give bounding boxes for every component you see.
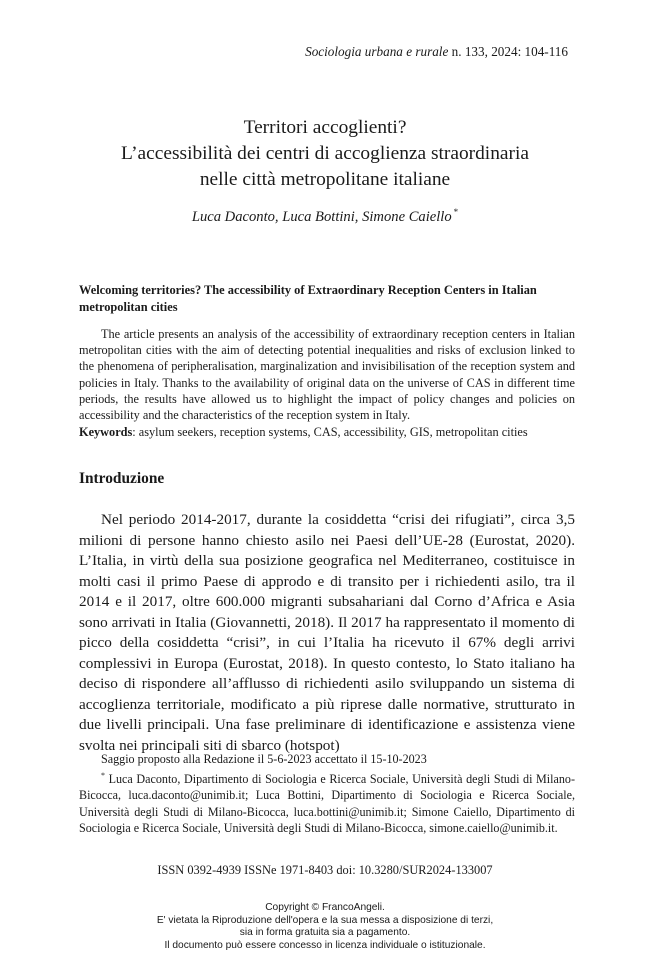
footnotes — [79, 751, 575, 837]
author-footnote-mark: * — [453, 207, 459, 217]
journal-name: Sociologia urbana e rurale — [305, 44, 449, 59]
copyright-line: Il documento può essere concesso in licenza individuale o istituzionale. — [164, 939, 486, 951]
copyright-line: sia in forma gratuita sia a pagamento. — [239, 927, 411, 939]
affiliation-text: Luca Daconto, Dipartimento di Sociologia e Ricerca Sociale, Università degli Studi di Milano-Bicocca, luca.daconto@unimib.it; Luca Bottini, Dipartimento di Sociologia e Ricerca Sociale, Università degli Studi di Milano-Bicocca, luca.bottini@unimib.it; Simone Caiello, Dipartimento di Sociologia e Ricerca Sociale, Università degli Studi di Milano-Bicocca, simone.caiello@unimib.it. — [79, 771, 575, 835]
journal-citation — [305, 44, 568, 60]
author-affiliations — [79, 768, 575, 837]
body-paragraph: Nel periodo 2014-2017, durante la cosiddetta “crisi dei rifugiati”, circa 3,5 milioni di persone hanno chiesto asilo nei Paesi dell’UE-28 (Eurostat, 2020). L’Italia, in virtù della sua posizione geografica nel Mediterraneo, costituisce in molti casi il primo Paese di approdo e di transito per i richiedenti asilo, tra il 2014 e il 2017, oltre 600.000 migranti subsahariani dal Corno d’Africa e Asia sono arrivati in Italia (Giovannetti, 2018). Il 2017 ha rappresentato il momento di picco della cosiddetta “crisi”, in cui l’Italia ha ricevuto il 67% degli arrivi complessivi in Europa (Eurostat, 2018). In questo contesto, lo Stato italiano ha deciso di rispondere all’afflusso di richiedenti asilo sviluppando un sistema di accoglienza territoriale, modificato a più riprese dalle normative, strutturato in due livelli principali. Una fase preliminare di identificazione e assistenza viene svolta nei principali siti di sbarco (hotspot) — [79, 511, 575, 754]
title-line: L’accessibilità dei centri di accoglienza straordinaria — [121, 143, 529, 164]
copyright-line: Copyright © FrancoAngeli. — [265, 902, 385, 913]
journal-issue: n. 133, 2024: 104-116 — [451, 44, 568, 59]
keywords-label: Keywords — [79, 425, 133, 439]
affiliation-mark: * — [101, 770, 105, 780]
author-list — [0, 207, 650, 226]
abstract — [79, 326, 575, 423]
keywords-list: : asylum seekers, reception systems, CAS, accessibility, GIS, metropolitan cities — [132, 425, 528, 439]
article-title — [0, 115, 650, 193]
issn-doi-line: ISSN 0392-4939 ISSNe 1971-8403 doi: 10.3280/SUR2024-133007 — [157, 863, 493, 877]
keywords — [79, 424, 575, 440]
body-text — [79, 510, 575, 756]
submission-dates: Saggio proposto alla Redazione il 5-6-2023 accettato il 15-10-2023 — [101, 752, 427, 766]
copyright-notice — [0, 902, 650, 952]
english-title: Welcoming territories? The accessibility of Extraordinary Reception Centers in Italian metropolitan cities — [79, 283, 537, 314]
authors: Luca Daconto, Luca Bottini, Simone Caiello — [191, 209, 452, 225]
section-heading: Introduzione — [79, 470, 165, 487]
abstract-text: The article presents an analysis of the accessibility of extraordinary reception centers in Italian metropolitan cities with the aim of detecting potential inequalities and risks of exclusion linked to the phenomena of peripheralisation, marginalization and invisibilisation of the reception system and policies in Italy. Thanks to the availability of original data on the universe of CAS in different time periods, the results have allowed us to highlight the impact of policy changes and policies on accessibility and the characteristics of the reception system in Italy. — [79, 327, 575, 423]
title-line: nelle città metropolitane italiane — [199, 169, 451, 190]
copyright-line: E' vietata la Riproduzione dell'opera e la sua messa a disposizione di terzi, — [156, 914, 494, 926]
title-line: Territori accoglienti? — [243, 117, 407, 138]
